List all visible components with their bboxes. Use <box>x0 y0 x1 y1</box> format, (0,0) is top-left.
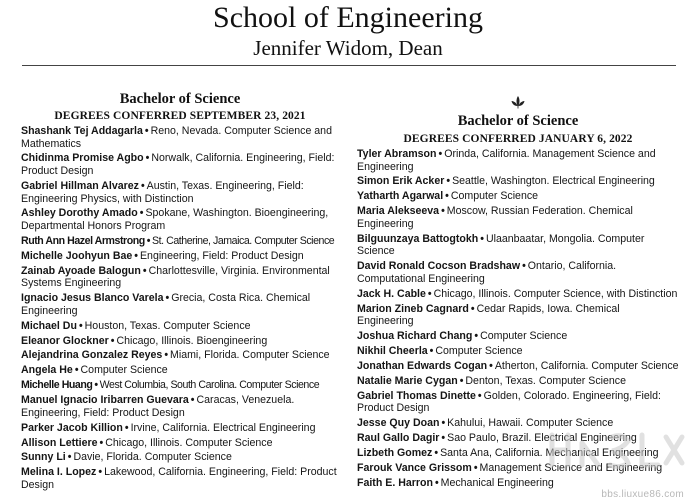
graduate-details: Ontario, California. Computational Engineering <box>357 260 617 285</box>
graduate-details: Engineering, Field: Product Design <box>139 249 304 262</box>
graduate-entry <box>357 330 679 343</box>
graduate-entry <box>21 265 339 290</box>
graduate-entry <box>21 437 339 450</box>
graduate-details: Chicago, Illinois. Computer Science, with Distinction <box>433 287 678 300</box>
graduate-entry <box>357 345 679 358</box>
bullet-separator: • <box>94 379 98 392</box>
graduate-entry <box>357 360 679 373</box>
graduate-details: Golden, Colorado. Engineering, Field: Product Design <box>357 389 661 415</box>
graduate-name: Parker Jacob Killion <box>21 421 123 434</box>
graduate-entry <box>21 422 339 435</box>
graduate-details: Orinda, California. Management Science and Engineering <box>357 148 656 173</box>
graduate-entry <box>21 335 339 348</box>
graduate-details: Lakewood, California. Engineering, Field: Product Design <box>21 466 337 491</box>
graduate-name: Simon Erik Acker <box>357 175 445 188</box>
graduate-details: Irvine, California. Electrical Engineering <box>130 421 316 434</box>
graduate-name: Zainab Ayoade Balogun <box>21 264 141 277</box>
bullet-separator: • <box>146 234 151 247</box>
graduate-details: Grecia, Costa Rica. Chemical Engineering <box>21 292 311 317</box>
graduate-entry <box>21 125 339 150</box>
graduate-name: Michael Du <box>21 319 77 332</box>
graduate-details: Seattle, Washington. Electrical Engineering <box>452 175 655 188</box>
graduate-list <box>21 125 339 491</box>
graduate-details: West Columbia, South Carolina. Computer Science <box>99 379 320 392</box>
school-title: School of Engineering <box>213 1 483 34</box>
graduate-entry <box>21 349 339 362</box>
bullet-separator: • <box>434 446 439 459</box>
graduate-details: Austin, Texas. Engineering, Field: Engineering Physics, with Distinction <box>21 179 304 205</box>
bullet-separator: • <box>446 175 451 188</box>
bullet-separator: • <box>474 330 479 343</box>
bullet-separator: • <box>459 374 464 387</box>
graduate-name: David Ronald Cocson Bradshaw <box>357 260 521 273</box>
bullet-separator: • <box>522 260 526 273</box>
watermark-logo <box>542 425 688 483</box>
graduate-entry <box>357 205 679 230</box>
graduate-entry <box>21 364 339 377</box>
bullet-separator: • <box>140 179 145 192</box>
graduate-entry <box>357 260 679 285</box>
graduate-name: Bilguunzaya Battogtokh <box>357 232 479 245</box>
graduate-name: Raul Gallo Dagir <box>357 432 440 445</box>
graduate-details: Moscow, Russian Federation. Chemical Engineering <box>357 205 633 230</box>
section-subtitle: DEGREES CONFERRED SEPTEMBER 23, 2021 <box>54 110 306 122</box>
graduate-details: Computer Science <box>450 190 539 203</box>
graduate-name: Ashley Dorothy Amado <box>21 207 138 220</box>
graduate-details: Davie, Florida. Computer Science <box>73 451 232 464</box>
graduate-name: Ignacio Jesus Blanco Varela <box>21 292 164 305</box>
bullet-separator: • <box>434 476 439 489</box>
graduate-entry <box>21 292 339 317</box>
graduate-details: Computer Science <box>435 344 523 357</box>
graduate-entry <box>357 190 679 203</box>
graduate-entry <box>21 180 339 205</box>
graduate-name: Faith E. Harron <box>357 476 433 489</box>
graduate-name: Michelle Huang <box>21 379 93 392</box>
bullet-separator: • <box>78 319 83 332</box>
graduate-details: Reno, Nevada. Computer Science and Mathematics <box>21 125 332 150</box>
bullet-separator: • <box>441 205 445 218</box>
bullet-separator: • <box>142 264 147 277</box>
graduate-name: Eleanor Glockner <box>21 334 109 347</box>
september-degrees-column <box>21 91 339 494</box>
bullet-separator: • <box>99 436 104 449</box>
bullet-separator: • <box>427 287 432 300</box>
graduate-name: Michelle Joohyun Bae <box>21 249 133 262</box>
graduate-name: Jonathan Edwards Cogan <box>357 359 488 372</box>
bullet-separator: • <box>110 334 115 347</box>
graduate-entry <box>21 394 339 419</box>
graduate-name: Sunny Li <box>21 451 66 464</box>
graduate-details: Miami, Florida. Computer Science <box>170 349 330 362</box>
graduate-name: Melina I. Lopez <box>21 466 97 479</box>
graduate-entry <box>21 152 339 177</box>
graduate-details: Norwalk, California. Engineering, Field: Product Design <box>21 152 335 178</box>
graduate-name: Gabriel Hillman Alvarez <box>21 179 139 192</box>
graduate-name: Marion Zineb Cagnard <box>357 302 469 315</box>
section-subtitle: DEGREES CONFERRED JANUARY 6, 2022 <box>403 133 633 145</box>
graduate-details: Chicago, Illinois. Bioengineering <box>116 334 268 347</box>
bullet-separator: • <box>139 207 144 220</box>
bullet-separator: • <box>441 432 446 445</box>
graduate-name: Ruth Ann Hazel Armstrong <box>21 234 145 247</box>
graduate-details: Management Science and Engineering <box>479 461 663 474</box>
bullet-separator: • <box>144 125 149 137</box>
graduate-name: Angela He <box>21 364 73 377</box>
bullet-separator: • <box>164 349 169 362</box>
bullet-separator: • <box>67 451 72 464</box>
graduate-name: Shashank Tej Addagarla <box>21 125 143 137</box>
section-title: Bachelor of Science <box>457 113 579 129</box>
graduate-details: Computer Science <box>80 364 168 377</box>
bullet-separator: • <box>473 461 478 474</box>
graduate-name: Manuel Ignacio Iribarren Guevara <box>21 394 189 407</box>
bullet-separator: • <box>489 359 493 372</box>
bullet-separator: • <box>190 394 195 407</box>
graduate-entry <box>357 175 679 188</box>
graduate-name: Gabriel Thomas Dinette <box>357 389 476 402</box>
graduate-name: Allison Lettiere <box>21 436 98 449</box>
bullet-separator: • <box>470 302 475 315</box>
graduate-entry <box>21 466 339 491</box>
header-divider <box>22 65 676 66</box>
bullet-separator: • <box>134 249 138 262</box>
graduate-entry <box>357 390 679 415</box>
graduate-details: Cedar Rapids, Iowa. Chemical Engineering <box>357 302 620 328</box>
graduate-entry <box>21 320 339 333</box>
page-header <box>0 0 696 60</box>
dean-name: Jennifer Widom, Dean <box>253 36 443 60</box>
graduate-details: Chicago, Illinois. Computer Science <box>105 436 273 449</box>
graduate-entry <box>357 288 679 301</box>
graduate-details: Spokane, Washington. Bioengineering, Departmental Honors Program <box>21 207 329 233</box>
graduate-details: Kahului, Hawaii. Computer Science <box>447 417 614 430</box>
bullet-separator: • <box>74 364 79 377</box>
bullet-separator: • <box>438 148 443 160</box>
graduate-entry <box>357 148 679 173</box>
graduate-details: Computer Science <box>480 330 568 343</box>
graduate-details: Houston, Texas. Computer Science <box>84 319 251 332</box>
bullet-separator: • <box>165 292 170 305</box>
graduate-details: St. Catherine, Jamaica. Computer Science <box>152 234 335 247</box>
graduate-entry <box>357 375 679 388</box>
bullet-separator: • <box>98 466 103 479</box>
graduate-name: Maria Alekseeva <box>357 205 440 218</box>
graduate-details: Charlottesville, Virginia. Environmental Systems Engineering <box>21 264 330 290</box>
graduate-entry <box>21 207 339 232</box>
graduate-details: Mechanical Engineering <box>440 476 554 489</box>
graduate-name: Natalie Marie Cygan <box>357 374 458 387</box>
graduate-details: Atherton, California. Computer Science <box>494 359 679 372</box>
graduate-details: Caracas, Venezuela. Engineering, Field: Product Design <box>21 394 295 419</box>
leaf-ornament-icon <box>357 94 679 110</box>
graduate-name: Chidinma Promise Agbo <box>21 152 144 165</box>
graduate-name: Tyler Abramson <box>357 148 437 160</box>
bullet-separator: • <box>145 152 150 165</box>
bullet-separator: • <box>477 389 482 402</box>
watermark-text: bbs.liuxue86.com <box>601 489 684 500</box>
graduate-entry <box>21 451 339 464</box>
graduate-entry <box>357 303 679 328</box>
graduate-entry <box>21 235 339 248</box>
graduate-details: Denton, Texas. Computer Science <box>465 374 626 387</box>
bullet-separator: • <box>429 344 434 357</box>
bullet-separator: • <box>124 421 129 434</box>
graduate-details: Sao Paulo, Brazil. Electrical Engineering <box>447 432 637 445</box>
graduate-name: Yatharth Agarwal <box>357 190 444 203</box>
section-title: Bachelor of Science <box>119 91 241 107</box>
graduate-entry <box>357 233 679 258</box>
graduate-name: Alejandrina Gonzalez Reyes <box>21 349 163 362</box>
graduate-entry <box>21 379 339 392</box>
bullet-separator: • <box>441 417 446 430</box>
graduate-name: Joshua Richard Chang <box>357 330 473 343</box>
graduate-details: Santa Ana, California. Mechanical Engineering <box>440 446 659 459</box>
graduate-name: Jack H. Cable <box>357 287 426 300</box>
graduate-name: Farouk Vance Grissom <box>357 461 472 474</box>
bullet-separator: • <box>445 190 449 203</box>
bullet-separator: • <box>480 232 484 245</box>
graduate-name: Jesse Quy Doan <box>357 417 440 430</box>
graduate-entry <box>21 250 339 263</box>
graduate-name: Lizbeth Gomez <box>357 446 433 459</box>
graduate-name: Nikhil Cheerla <box>357 344 428 357</box>
graduate-details: Ulaanbaatar, Mongolia. Computer Science <box>357 232 645 258</box>
